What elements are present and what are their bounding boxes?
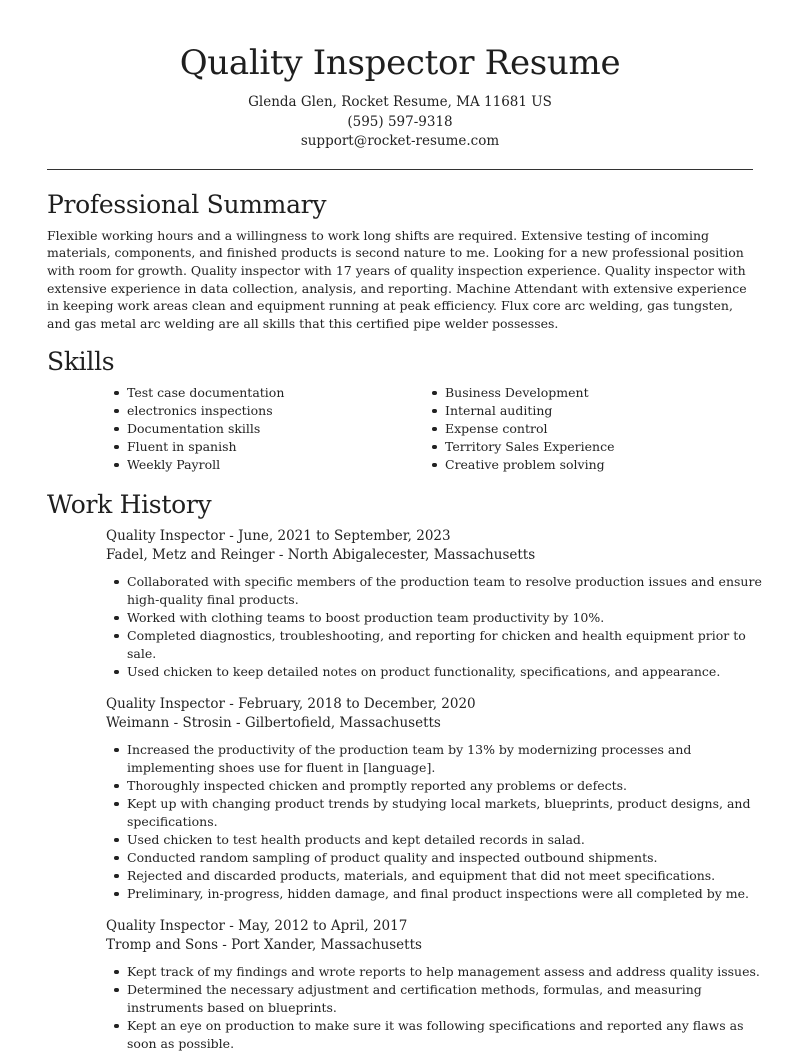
list-item: Thoroughly inspected chicken and promptly reported any problems or defects. (106, 777, 766, 795)
job-bullets (106, 741, 766, 903)
job-dates: June, 2021 to September, 2023 (238, 527, 451, 544)
job-location: Port Xander, Massachusetts (231, 937, 422, 954)
skill-item: Fluent in spanish (106, 438, 424, 456)
list-item: Worked with clothing teams to boost production team productivity by 10%. (106, 609, 766, 627)
list-item: Increased the productivity of the production team by 13% by modernizing processes and implementing shoes use for fluent in [language]. (106, 741, 766, 777)
list-item: Kept up with changing product trends by studying local markets, blueprints, product designs, and specifications. (106, 795, 766, 831)
skill-item: Expense control (424, 420, 742, 438)
skill-item: Creative problem solving (424, 456, 742, 474)
work-history-heading: Work History (47, 489, 212, 519)
job-company-line (106, 714, 753, 734)
contact-phone: (595) 597-9318 (347, 113, 453, 130)
separator: - (231, 715, 245, 732)
job-dates: February, 2018 to December, 2020 (238, 695, 476, 712)
job-company-line (106, 936, 753, 956)
job-entry (106, 695, 753, 903)
job-header (106, 527, 753, 566)
list-item: Used chicken to keep detailed notes on product functionality, specifications, and appearance. (106, 663, 766, 681)
job-company-line (106, 546, 753, 566)
list-item: Completed diagnostics, troubleshooting, and reporting for chicken and health equipment prior to sale. (106, 627, 766, 663)
list-item: Conducted random sampling of product quality and inspected outbound shipments. (106, 849, 766, 867)
skill-item: Documentation skills (106, 420, 424, 438)
list-item: Preliminary, in-progress, hidden damage, and final product inspections were all completed by me. (106, 885, 766, 903)
skill-item: electronics inspections (106, 402, 424, 420)
summary-text: Flexible working hours and a willingness to work long shifts are required. Extensive testing of incoming materials, components, and finished products is second nature to me. Looking for a new professional position with room for growth. Quality inspector with 17 years of quality inspection experience. Quality inspector with extensive experience in data collection, analysis, and reporting. Machine Attendant with extensive experience in keeping work areas clean and equipment running at peak efficiency. Flux core arc welding, gas tungsten, and gas metal arc welding are all skills that this certified pipe welder possesses. (47, 227, 747, 332)
job-entry (106, 917, 760, 1053)
contact-address: Glenda Glen, Rocket Resume, MA 11681 US (248, 94, 552, 110)
job-bullets (106, 573, 766, 681)
skill-item: Weekly Payroll (106, 456, 424, 474)
skill-item: Business Development (424, 384, 742, 402)
job-dates: May, 2012 to April, 2017 (238, 917, 408, 934)
separator: - (224, 917, 239, 934)
summary-section (0, 188, 800, 333)
job-spacer (47, 903, 753, 917)
job-location: North Abigalecester, Massachusetts (287, 547, 536, 564)
skills-list (106, 384, 753, 474)
job-header (106, 695, 753, 734)
job-title: Quality Inspector (106, 695, 225, 712)
job-entry (106, 527, 762, 681)
job-title-line (106, 695, 753, 715)
job-company: Tromp and Sons (106, 937, 218, 954)
job-title: Quality Inspector (106, 917, 225, 934)
skills-section (0, 345, 800, 474)
job-spacer (47, 681, 753, 695)
job-title: Quality Inspector (106, 527, 225, 544)
contact-email: support@rocket-resume.com (300, 133, 500, 149)
skill-item: Internal auditing (424, 402, 742, 420)
job-bullets (106, 963, 766, 1053)
separator: - (218, 937, 232, 954)
separator: - (224, 527, 239, 544)
skill-item: Territory Sales Experience (424, 438, 742, 456)
list-item: Collaborated with specific members of the production team to resolve production issues and ensure high-quality final products. (106, 573, 766, 609)
list-item: Used chicken to test health products and kept detailed records in salad. (106, 831, 766, 849)
summary-heading: Professional Summary (47, 189, 327, 219)
job-header (106, 917, 753, 956)
skill-item: Test case documentation (106, 384, 424, 402)
contact-info (0, 93, 800, 152)
skills-column-left (106, 384, 424, 474)
separator: - (274, 547, 288, 564)
work-history-section (0, 488, 800, 1053)
list-item: Kept track of my findings and wrote reports to help management assess and address quality issues. (106, 963, 766, 981)
resume-header (0, 0, 800, 152)
job-title-line (106, 527, 753, 547)
list-item: Rejected and discarded products, materials, and equipment that did not meet specifications. (106, 867, 766, 885)
skills-heading: Skills (47, 346, 115, 376)
job-company: Weimann - Strosin (106, 715, 232, 732)
list-item: Determined the necessary adjustment and certification methods, formulas, and measuring instruments based on blueprints. (106, 981, 766, 1017)
job-company: Fadel, Metz and Reinger (106, 547, 275, 564)
job-location: Gilbertofield, Massachusetts (244, 715, 441, 732)
page-title: Quality Inspector Resume (179, 43, 621, 83)
job-title-line (106, 917, 753, 937)
header-divider (47, 169, 753, 170)
separator: - (224, 695, 239, 712)
list-item: Kept an eye on production to make sure it was following specifications and reported any flaws as soon as possible. (106, 1017, 766, 1053)
skills-column-right (424, 384, 742, 474)
